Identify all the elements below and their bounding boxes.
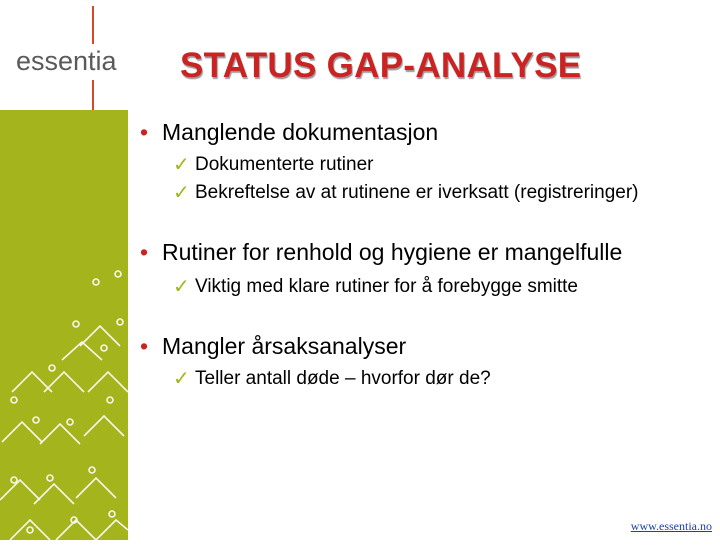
- sub-item-text: Bekreftelse av at rutinene er iverksatt (registreringer): [195, 182, 639, 203]
- sub-item: [140, 275, 700, 299]
- sub-item-text: Dokumenterte rutiner: [195, 154, 374, 175]
- sub-item-text: Viktig med klare rutiner for å forebygge smitte: [195, 276, 578, 297]
- bullet-text: Mangler årsaksanalyser: [162, 333, 407, 359]
- logo-area: [0, 0, 128, 110]
- checkmark-icon: ✓: [173, 276, 190, 298]
- checkmark-icon: ✓: [173, 182, 190, 204]
- website-link[interactable]: www.essentia.no: [630, 519, 712, 533]
- checkmark-icon: ✓: [173, 154, 190, 176]
- bullet-item: [140, 331, 700, 361]
- bullet-group-2: [140, 237, 700, 299]
- sub-item: [140, 367, 700, 391]
- bullet-group-1: [140, 117, 700, 205]
- bullet-dot-icon: •: [140, 333, 149, 359]
- sub-item-text: Teller antall døde – hvorfor dør de?: [195, 368, 491, 389]
- bullet-dot-icon: •: [140, 119, 149, 145]
- bullet-list: [140, 110, 700, 391]
- sub-item: [140, 181, 700, 205]
- bullet-text: Rutiner for renhold og hygiene er mangelfulle: [162, 239, 623, 265]
- logo-bar-top: [92, 6, 94, 44]
- bullet-item: [140, 237, 700, 267]
- checkmark-icon: ✓: [173, 368, 190, 390]
- pattern-icon: [0, 110, 128, 540]
- sub-item: [140, 153, 700, 177]
- bullet-dot-icon: •: [140, 239, 149, 265]
- decorative-sidebar: [0, 110, 128, 540]
- logo-text: essentia: [16, 46, 117, 76]
- bullet-text: Manglende dokumentasjon: [162, 119, 439, 145]
- slide-title: STATUS GAP-ANALYSE: [180, 46, 582, 85]
- bullet-group-3: [140, 331, 700, 391]
- bullet-item: [140, 117, 700, 147]
